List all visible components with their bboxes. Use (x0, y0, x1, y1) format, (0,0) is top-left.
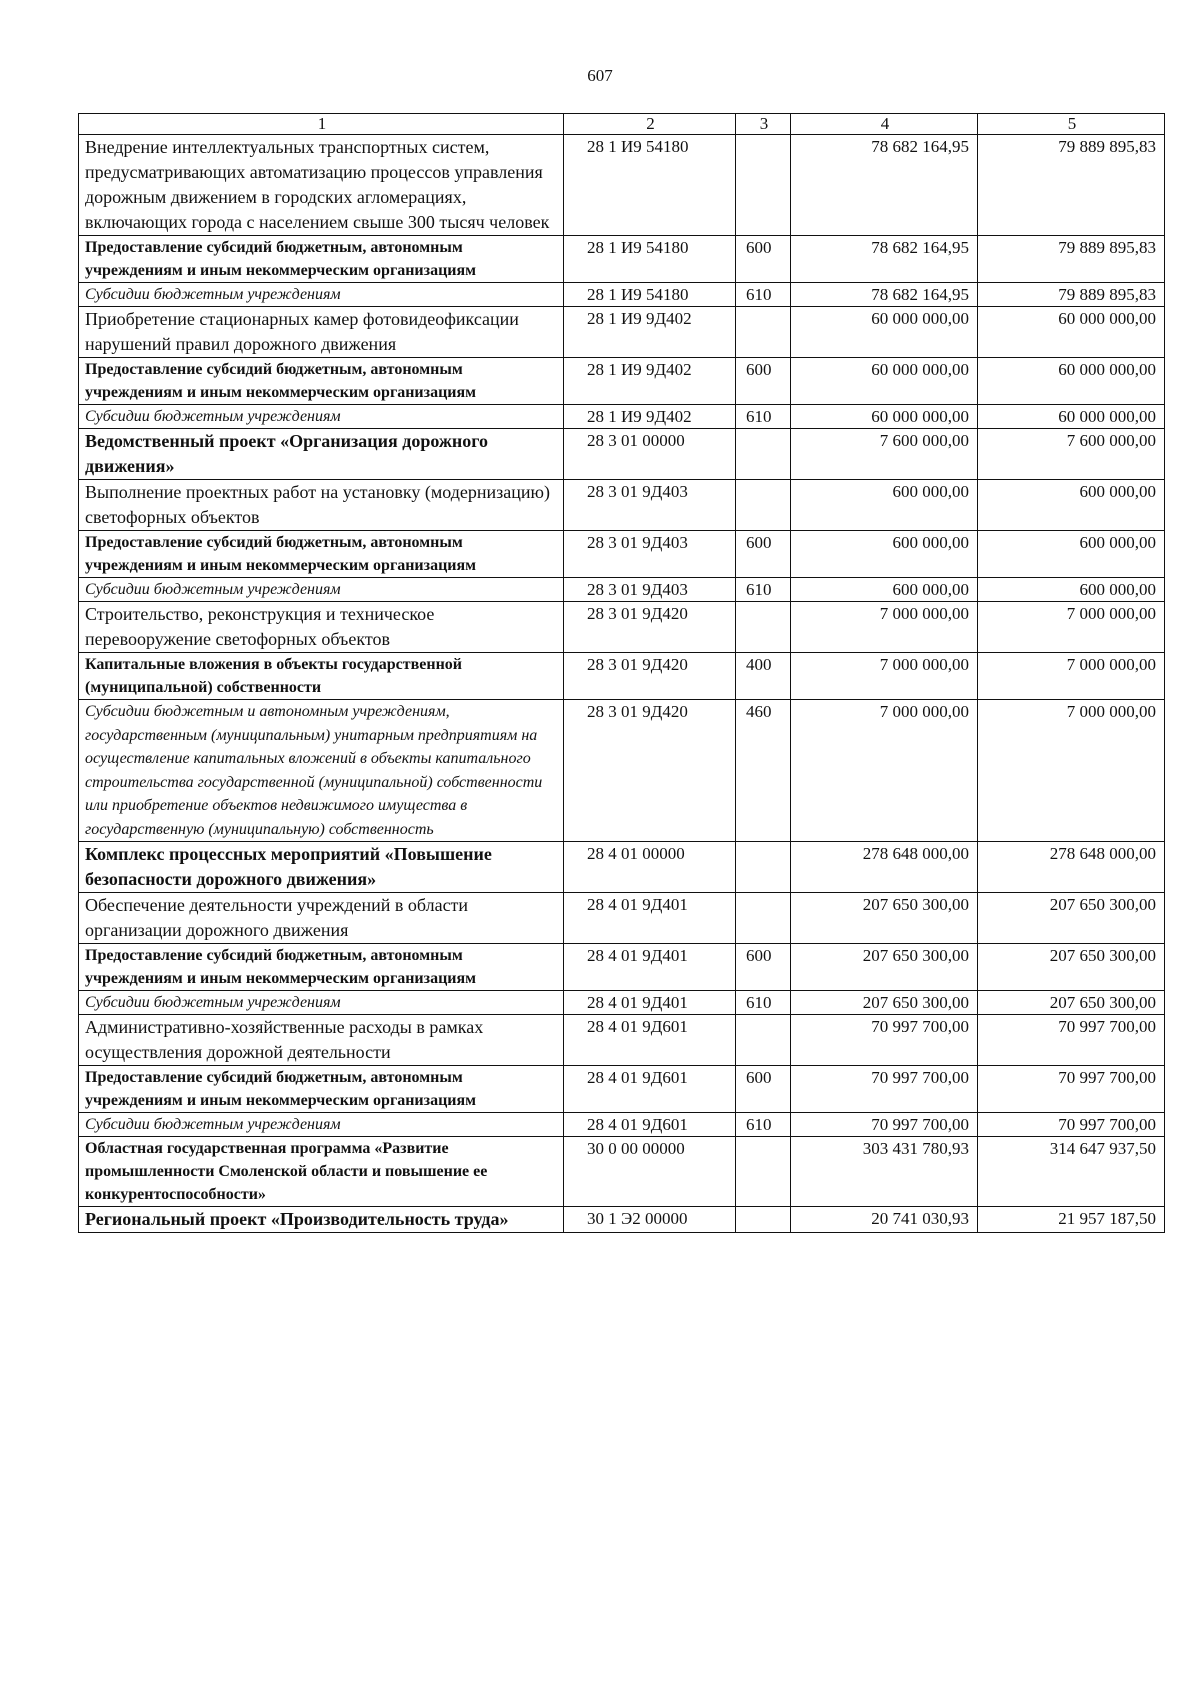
row-amount-1-cell: 7 600 000,00 (791, 429, 978, 480)
table-row (79, 991, 1165, 1015)
row-amount-1-cell: 70 997 700,00 (791, 1015, 978, 1066)
row-kvr-cell: 600 (736, 531, 791, 578)
row-name-cell: Субсидии бюджетным и автономным учреждениям, государственным (муниципальным) унитарным предприятиям на осуществление капитальных вложений в объекты капитального строительства государственной (муниципальной) собственности или приобретение объектов недвижимого имущества в государственную (муниципальную) собственность (79, 700, 564, 842)
table-row (79, 135, 1165, 236)
row-amount-2-cell: 600 000,00 (978, 578, 1165, 602)
table-row (79, 358, 1165, 405)
table-row (79, 602, 1165, 653)
row-amount-2-cell: 60 000 000,00 (978, 358, 1165, 405)
row-code-cell: 30 1 Э2 00000 (564, 1207, 736, 1233)
row-amount-1-cell: 60 000 000,00 (791, 307, 978, 358)
row-code-cell: 28 3 01 9Д403 (564, 480, 736, 531)
row-name-cell: Субсидии бюджетным учреждениям (79, 405, 564, 429)
row-kvr-cell: 610 (736, 578, 791, 602)
row-amount-2-cell: 600 000,00 (978, 480, 1165, 531)
row-kvr-cell: 610 (736, 1113, 791, 1137)
row-kvr-cell (736, 893, 791, 944)
row-kvr-cell: 400 (736, 653, 791, 700)
row-amount-2-cell: 70 997 700,00 (978, 1113, 1165, 1137)
row-amount-2-cell: 600 000,00 (978, 531, 1165, 578)
table-row (79, 307, 1165, 358)
row-code-cell: 28 3 01 00000 (564, 429, 736, 480)
row-name-cell: Ведомственный проект «Организация дорожного движения» (79, 429, 564, 480)
row-name-cell: Административно-хозяйственные расходы в рамках осуществления дорожной деятельности (79, 1015, 564, 1066)
row-amount-1-cell: 600 000,00 (791, 531, 978, 578)
row-amount-1-cell: 60 000 000,00 (791, 405, 978, 429)
row-amount-2-cell: 79 889 895,83 (978, 236, 1165, 283)
table-row (79, 842, 1165, 893)
page-number: 607 (587, 66, 613, 85)
row-kvr-cell (736, 429, 791, 480)
row-amount-1-cell: 70 997 700,00 (791, 1113, 978, 1137)
row-name-cell: Предоставление субсидий бюджетным, автономным учреждениям и иным некоммерческим организациям (79, 944, 564, 991)
table-row (79, 1015, 1165, 1066)
row-amount-2-cell: 7 000 000,00 (978, 602, 1165, 653)
row-name-cell: Субсидии бюджетным учреждениям (79, 1113, 564, 1137)
row-amount-1-cell: 78 682 164,95 (791, 236, 978, 283)
row-code-cell: 28 1 И9 54180 (564, 135, 736, 236)
table-row (79, 531, 1165, 578)
row-amount-2-cell: 79 889 895,83 (978, 135, 1165, 236)
row-name-cell: Обеспечение деятельности учреждений в области организации дорожного движения (79, 893, 564, 944)
row-amount-2-cell: 7 600 000,00 (978, 429, 1165, 480)
row-kvr-cell: 600 (736, 358, 791, 405)
row-amount-2-cell: 278 648 000,00 (978, 842, 1165, 893)
row-kvr-cell (736, 1207, 791, 1233)
table-row (79, 480, 1165, 531)
table-row (79, 578, 1165, 602)
row-amount-2-cell: 79 889 895,83 (978, 283, 1165, 307)
row-code-cell: 28 4 01 9Д401 (564, 893, 736, 944)
row-name-cell: Выполнение проектных работ на установку (модернизацию) светофорных объектов (79, 480, 564, 531)
row-name-cell: Субсидии бюджетным учреждениям (79, 283, 564, 307)
row-code-cell: 28 3 01 9Д403 (564, 578, 736, 602)
row-name-cell: Предоставление субсидий бюджетным, автономным учреждениям и иным некоммерческим организациям (79, 236, 564, 283)
column-header-kvr: 3 (736, 114, 791, 135)
row-amount-1-cell: 20 741 030,93 (791, 1207, 978, 1233)
row-amount-1-cell: 278 648 000,00 (791, 842, 978, 893)
row-amount-2-cell: 314 647 937,50 (978, 1137, 1165, 1207)
row-code-cell: 28 1 И9 54180 (564, 283, 736, 307)
row-amount-2-cell: 70 997 700,00 (978, 1015, 1165, 1066)
row-code-cell: 28 3 01 9Д420 (564, 653, 736, 700)
row-kvr-cell (736, 480, 791, 531)
row-kvr-cell: 610 (736, 991, 791, 1015)
row-code-cell: 28 4 01 9Д401 (564, 944, 736, 991)
table-row (79, 1066, 1165, 1113)
row-amount-2-cell: 207 650 300,00 (978, 893, 1165, 944)
table-header-row (79, 114, 1165, 135)
table-row (79, 893, 1165, 944)
row-amount-2-cell: 7 000 000,00 (978, 700, 1165, 842)
row-code-cell: 28 3 01 9Д420 (564, 602, 736, 653)
row-amount-1-cell: 303 431 780,93 (791, 1137, 978, 1207)
row-amount-1-cell: 60 000 000,00 (791, 358, 978, 405)
row-code-cell: 28 1 И9 54180 (564, 236, 736, 283)
row-amount-2-cell: 60 000 000,00 (978, 405, 1165, 429)
row-amount-1-cell: 7 000 000,00 (791, 653, 978, 700)
row-name-cell: Предоставление субсидий бюджетным, автономным учреждениям и иным некоммерческим организациям (79, 1066, 564, 1113)
table-body (79, 135, 1165, 1233)
row-name-cell: Строительство, реконструкция и техническое перевооружение светофорных объектов (79, 602, 564, 653)
row-amount-2-cell: 207 650 300,00 (978, 991, 1165, 1015)
row-code-cell: 28 4 01 9Д601 (564, 1066, 736, 1113)
row-amount-1-cell: 78 682 164,95 (791, 283, 978, 307)
row-kvr-cell: 600 (736, 944, 791, 991)
row-amount-1-cell: 600 000,00 (791, 480, 978, 531)
row-kvr-cell (736, 1015, 791, 1066)
row-kvr-cell: 610 (736, 405, 791, 429)
budget-table (78, 113, 1165, 1233)
row-name-cell: Внедрение интеллектуальных транспортных систем, предусматривающих автоматизацию процессов управления дорожным движением в городских агломерациях, включающих города с населением свыше 300 тысяч человек (79, 135, 564, 236)
row-kvr-cell: 460 (736, 700, 791, 842)
row-amount-2-cell: 60 000 000,00 (978, 307, 1165, 358)
row-amount-1-cell: 70 997 700,00 (791, 1066, 978, 1113)
column-header-amount-2: 5 (978, 114, 1165, 135)
row-amount-1-cell: 78 682 164,95 (791, 135, 978, 236)
row-name-cell: Субсидии бюджетным учреждениям (79, 578, 564, 602)
row-amount-2-cell: 21 957 187,50 (978, 1207, 1165, 1233)
row-code-cell: 28 1 И9 9Д402 (564, 307, 736, 358)
table-row (79, 1137, 1165, 1207)
column-header-code: 2 (564, 114, 736, 135)
row-name-cell: Предоставление субсидий бюджетным, автономным учреждениям и иным некоммерческим организациям (79, 531, 564, 578)
table-row (79, 944, 1165, 991)
row-kvr-cell (736, 1137, 791, 1207)
row-code-cell: 30 0 00 00000 (564, 1137, 736, 1207)
row-name-cell: Комплекс процессных мероприятий «Повышение безопасности дорожного движения» (79, 842, 564, 893)
row-name-cell: Областная государственная программа «Развитие промышленности Смоленской области и повышение ее конкурентоспособности» (79, 1137, 564, 1207)
row-code-cell: 28 1 И9 9Д402 (564, 405, 736, 429)
row-code-cell: 28 4 01 9Д601 (564, 1113, 736, 1137)
row-name-cell: Субсидии бюджетным учреждениям (79, 991, 564, 1015)
row-code-cell: 28 4 01 00000 (564, 842, 736, 893)
table-row (79, 1207, 1165, 1233)
row-name-cell: Региональный проект «Производительность труда» (79, 1207, 564, 1233)
row-kvr-cell: 610 (736, 283, 791, 307)
table-row (79, 700, 1165, 842)
row-name-cell: Предоставление субсидий бюджетным, автономным учреждениям и иным некоммерческим организациям (79, 358, 564, 405)
row-amount-1-cell: 7 000 000,00 (791, 602, 978, 653)
table-row (79, 405, 1165, 429)
table-row (79, 429, 1165, 480)
row-kvr-cell (736, 602, 791, 653)
row-amount-2-cell: 70 997 700,00 (978, 1066, 1165, 1113)
row-code-cell: 28 4 01 9Д601 (564, 1015, 736, 1066)
table-row (79, 236, 1165, 283)
row-amount-1-cell: 207 650 300,00 (791, 944, 978, 991)
row-amount-1-cell: 207 650 300,00 (791, 991, 978, 1015)
row-code-cell: 28 1 И9 9Д402 (564, 358, 736, 405)
row-kvr-cell (736, 307, 791, 358)
column-header-amount-1: 4 (791, 114, 978, 135)
row-kvr-cell: 600 (736, 236, 791, 283)
row-name-cell: Приобретение стационарных камер фотовидеофиксации нарушений правил дорожного движения (79, 307, 564, 358)
row-amount-2-cell: 7 000 000,00 (978, 653, 1165, 700)
row-name-cell: Капитальные вложения в объекты государственной (муниципальной) собственности (79, 653, 564, 700)
row-kvr-cell: 600 (736, 1066, 791, 1113)
row-code-cell: 28 3 01 9Д403 (564, 531, 736, 578)
row-amount-1-cell: 207 650 300,00 (791, 893, 978, 944)
table-row (79, 1113, 1165, 1137)
table-row (79, 653, 1165, 700)
row-amount-1-cell: 600 000,00 (791, 578, 978, 602)
row-kvr-cell (736, 135, 791, 236)
table-row (79, 283, 1165, 307)
row-amount-1-cell: 7 000 000,00 (791, 700, 978, 842)
row-kvr-cell (736, 842, 791, 893)
row-code-cell: 28 4 01 9Д401 (564, 991, 736, 1015)
row-amount-2-cell: 207 650 300,00 (978, 944, 1165, 991)
row-code-cell: 28 3 01 9Д420 (564, 700, 736, 842)
column-header-name: 1 (79, 114, 564, 135)
